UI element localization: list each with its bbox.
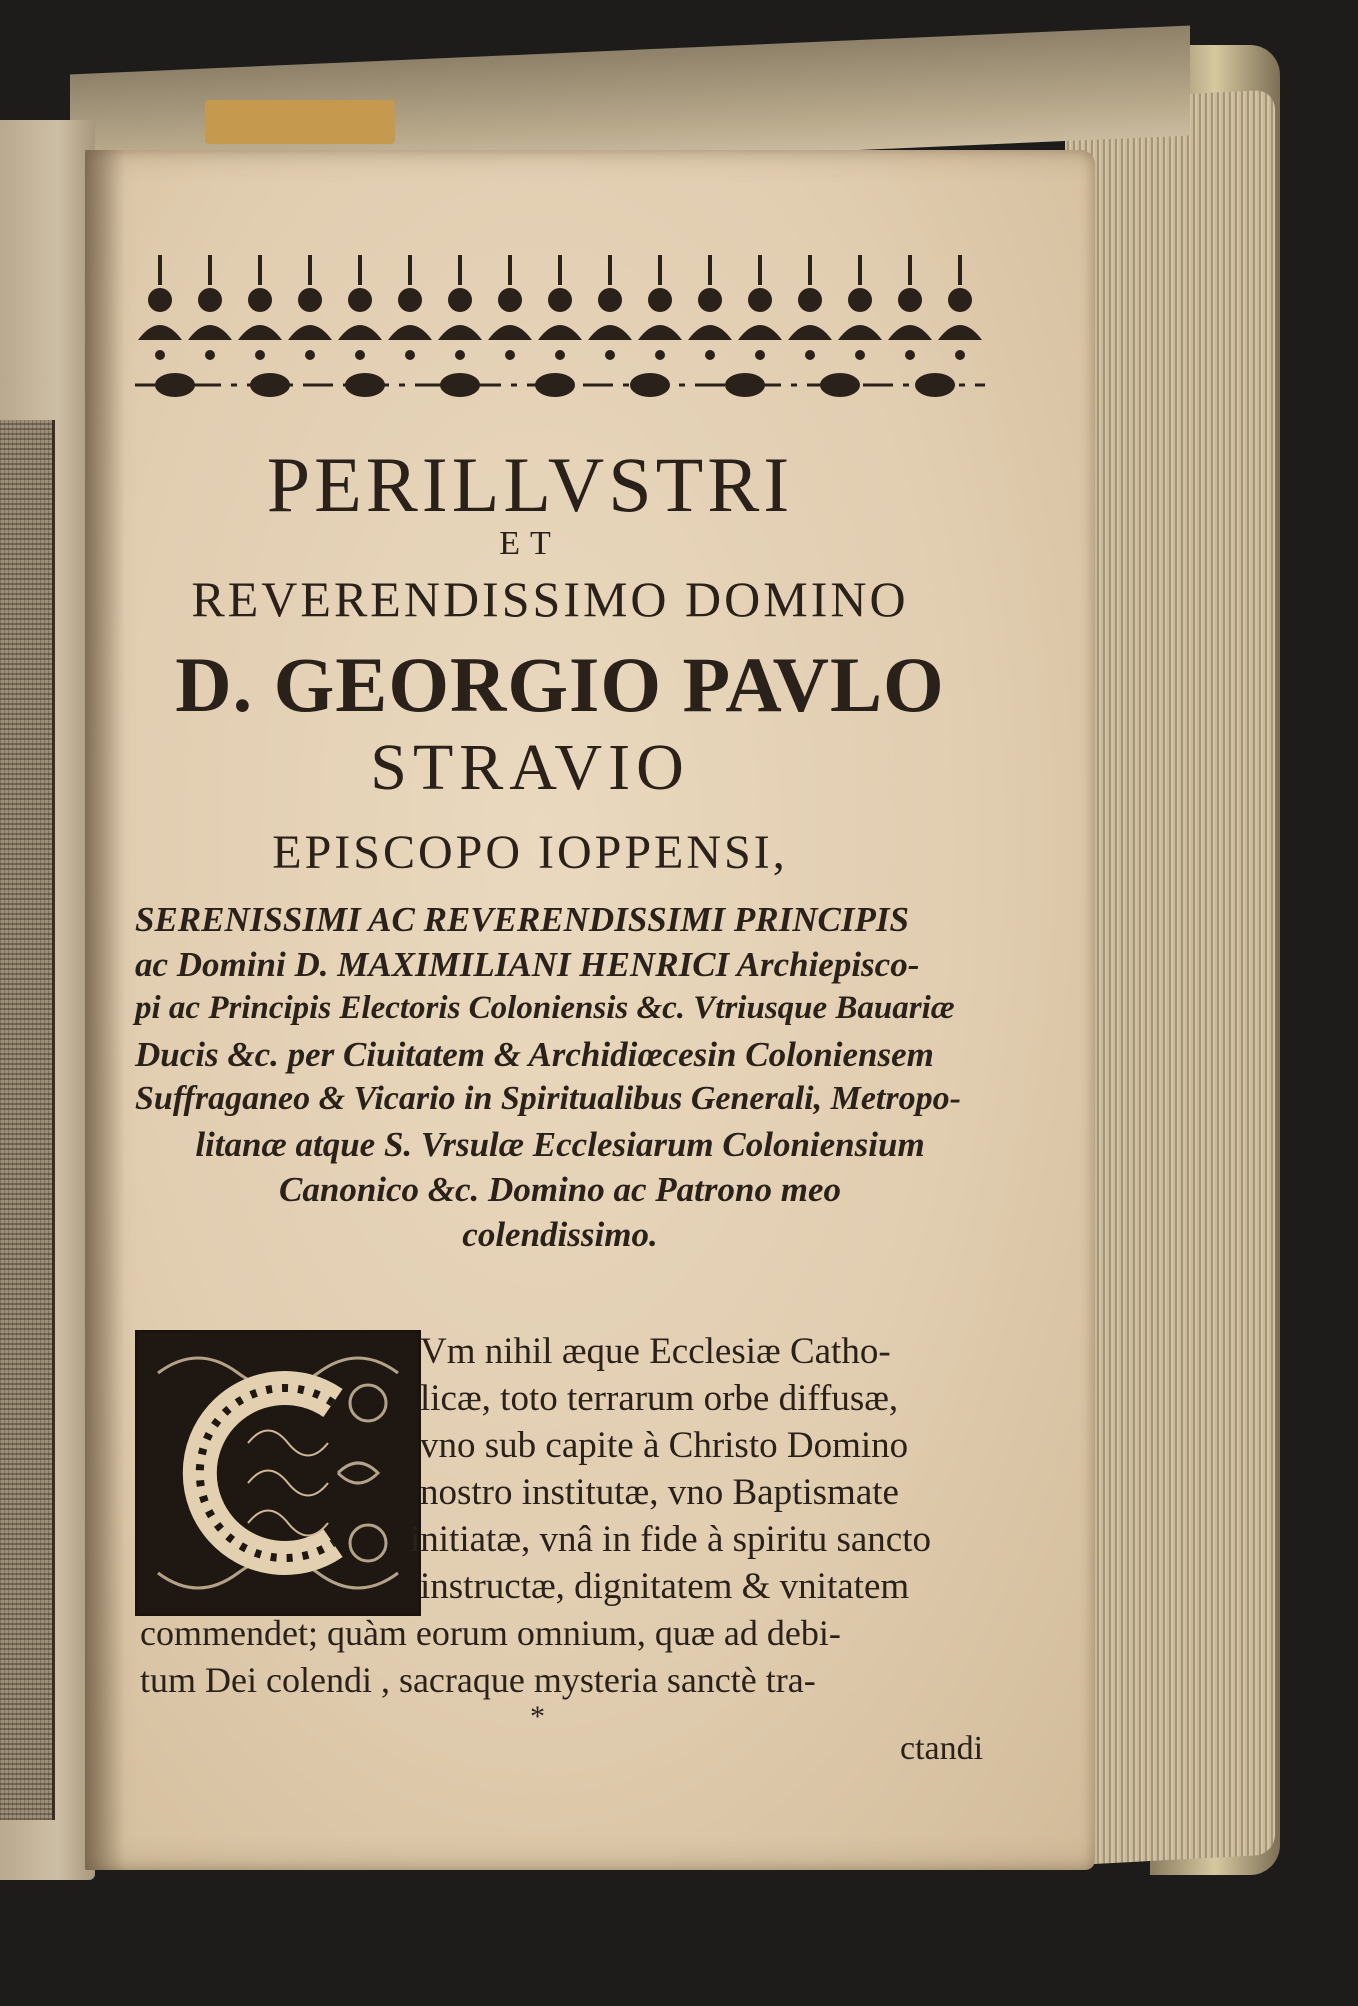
dedication-line: SERENISSIMI AC REVERENDISSIMI PRINCIPIS <box>135 900 909 939</box>
dedication-line: ac Domini D. MAXIMILIANI HENRICI Archiepisco- <box>135 945 920 984</box>
dedication-line: Suffraganeo & Vicario in Spiritualibus Generali, Metropo- <box>135 1080 961 1117</box>
catchword: ctandi <box>900 1730 984 1767</box>
engraving-illustration <box>0 420 55 1820</box>
library-label <box>205 100 395 144</box>
body-line: licæ, toto terrarum orbe diffusæ, <box>420 1378 899 1419</box>
gutter-shadow <box>85 150 125 1870</box>
signature-mark: * <box>530 1700 545 1733</box>
fleuron-ornament-icon <box>135 250 985 410</box>
body-line: tum Dei colendi , sacraque mysteria sanctè tra- <box>140 1660 816 1700</box>
dedication-line: colendissimo. <box>462 1215 658 1254</box>
title-line-perillustri: PERILLVSTRI <box>266 441 794 528</box>
body-line: vno sub capite à Christo Domino <box>420 1425 909 1466</box>
dedication-line: litanæ atque S. Vrsulæ Ecclesiarum Coloniensium <box>195 1125 925 1164</box>
facing-page <box>0 120 95 1880</box>
title-line-surname: STRAVIO <box>370 731 690 804</box>
body-line: initiatæ, vnâ in fide à spiritu sancto <box>410 1519 931 1560</box>
dedication-line: Ducis &c. per Ciuitatem & Archidiœcesin Coloniensem <box>135 1035 934 1074</box>
dedication-line: Canonico &c. Domino ac Patrono meo <box>279 1170 841 1209</box>
dedication-line: pi ac Principis Electoris Coloniensis &c. Vtriusque Bauariæ <box>135 990 955 1026</box>
title-line-name: D. GEORGIO PAVLO <box>175 641 945 728</box>
decorated-initial-c-icon <box>135 1330 421 1616</box>
title-line-et: ET <box>499 525 561 562</box>
body-line: instructæ, dignitatem & vnitatem <box>420 1566 910 1607</box>
title-line-reverendissimo: REVERENDISSIMO DOMINO <box>191 571 909 627</box>
body-line: commendet; quàm eorum omnium, quæ ad debi- <box>140 1613 841 1653</box>
body-line: Vm nihil æque Ecclesiæ Catho- <box>420 1331 891 1372</box>
title-line-episcopo: EPISCOPO IOPPENSI, <box>272 826 788 879</box>
page-block-edge <box>1065 89 1275 1865</box>
body-line: nostro institutæ, vno Baptismate <box>420 1472 899 1513</box>
